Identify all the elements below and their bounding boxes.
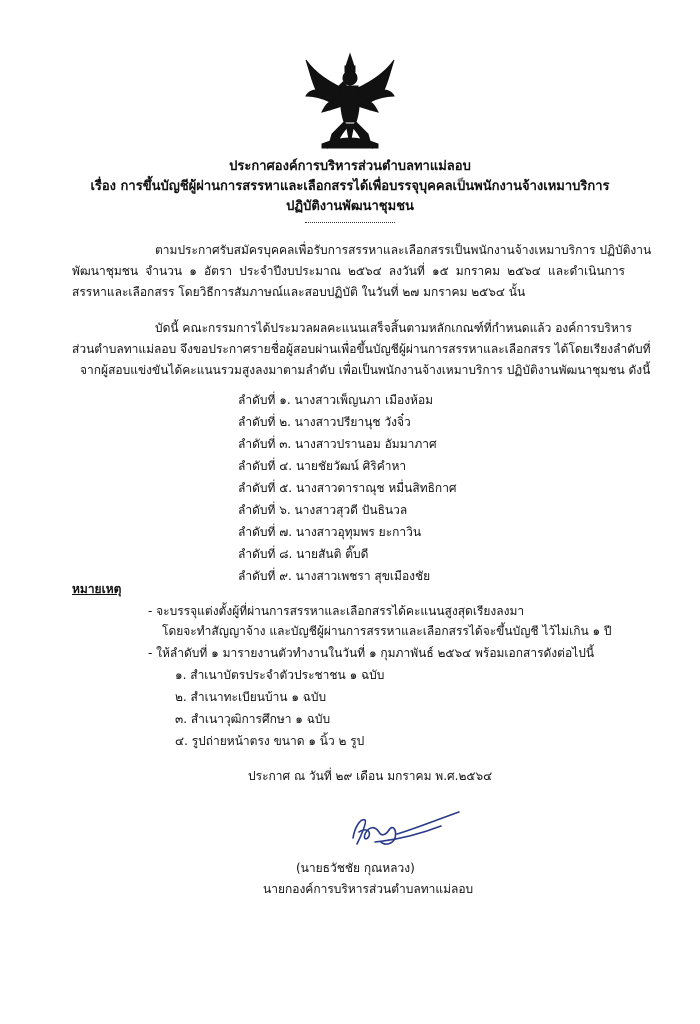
rank-item-2: ลำดับที่ ๒. นางสาวปรียานุช วังจิ๋ว bbox=[238, 415, 411, 429]
announcement-subject-cont: ปฏิบัติงานพัฒนาชุมชน bbox=[286, 199, 414, 214]
note-item-1-cont: โดยจะทำสัญญาจ้าง และบัญชีผู้ผ่านการสรรหาและเลือกสรรได้จะขึ้นบัญชี ไว้ไม่เกิน ๑ ปี bbox=[162, 624, 612, 638]
rank-item-3: ลำดับที่ ๓. นางสาวปรานอม อัมมาภาศ bbox=[238, 437, 437, 451]
note-item-2: - ให้ลำดับที่ ๑ มารายงานตัวทำงานในวันที่ ๑ กุมภาพันธ์ ๒๕๖๔ พร้อมเอกสารดังต่อไปนี้ bbox=[148, 646, 595, 660]
para2-line3: จากผู้สอบแข่งขันได้คะแนนรวมสูงลงมาตามลำดับ เพื่อเป็นพนักงานจ้างเหมาบริการ ปฏิบัติงานพัฒนาชุมชน ดังนี้ bbox=[80, 363, 651, 377]
notes-title: หมายเหตุ bbox=[72, 582, 122, 596]
rank-item-5: ลำดับที่ ๕. นางสาวดาราณุช หมื่นสิทธิกาศ bbox=[238, 481, 457, 495]
signer-position: นายกองค์การบริหารส่วนตำบลทาแม่ลอบ bbox=[263, 882, 474, 896]
announcement-subject: เรื่อง การขึ้นบัญชีผู้ผ่านการสรรหาและเลือกสรรได้เพื่อบรรจุบุคคลเป็นพนักงานจ้างเหมาบริการ bbox=[90, 179, 610, 194]
announce-date: ประกาศ ณ วันที่ ๒๙ เดือน มกราคม พ.ศ.๒๕๖๔ bbox=[248, 769, 493, 783]
para1-line3: สรรหาและเลือกสรร โดยวิธีการสัมภาษณ์และสอบปฏิบัติ ในวันที่ ๒๗ มกราคม ๒๕๖๔ นั้น bbox=[72, 285, 526, 299]
rank-item-4: ลำดับที่ ๔. นายชัยวัฒน์ ศิริคำหา bbox=[238, 459, 407, 473]
rank-item-9: ลำดับที่ ๙. นางสาวเพชรา สุขเมืองชัย bbox=[238, 569, 431, 583]
announcement-title: ประกาศองค์การบริหารส่วนตำบลทาแม่ลอบ bbox=[229, 159, 471, 174]
signer-name: (นายธวัชชัย กุณหลวง) bbox=[296, 861, 415, 875]
divider-dots bbox=[305, 222, 395, 223]
para2-line1: บัดนี้ คณะกรรมการได้ประมวลผลคะแนนเสร็จสิ้นตามหลักเกณฑ์ที่กำหนดแล้ว องค์การบริหาร bbox=[155, 321, 632, 335]
doc-item-2: ๒. สำเนาทะเบียนบ้าน ๑ ฉบับ bbox=[175, 690, 327, 704]
rank-item-8: ลำดับที่ ๘. นายสันติ ติ๊บดี bbox=[238, 547, 369, 561]
rank-item-7: ลำดับที่ ๗. นางสาวอุทุมพร ยะกาวิน bbox=[238, 525, 422, 539]
doc-item-4: ๔. รูปถ่ายหน้าตรง ขนาด ๑ นิ้ว ๒ รูป bbox=[175, 734, 365, 748]
note-item-1: - จะบรรจุแต่งตั้งผู้ที่ผ่านการสรรหาและเลือกสรรได้คะแนนสูงสุดเรียงลงมา bbox=[148, 604, 525, 618]
garuda-emblem-icon bbox=[302, 52, 398, 152]
doc-item-3: ๓. สำเนาวุฒิการศึกษา ๑ ฉบับ bbox=[175, 712, 331, 726]
para1-line1: ตามประกาศรับสมัครบุคคลเพื่อรับการสรรหาและเลือกสรรเป็นพนักงานจ้างเหมาบริการ ปฏิบัติงาน bbox=[155, 243, 652, 257]
signature-icon bbox=[345, 808, 465, 853]
rank-item-1: ลำดับที่ ๑. นางสาวเพ็ญนภา เมืองห้อม bbox=[238, 393, 434, 407]
rank-item-6: ลำดับที่ ๖. นางสาวสุวดี ปันธินวล bbox=[238, 503, 408, 517]
para1-line2: พัฒนาชุมชน จำนวน ๑ อัตรา ประจำปีงบประมาณ ๒๕๖๔ ลงวันที่ ๑๕ มกราคม ๒๕๖๔ และดำเนินการ bbox=[72, 264, 625, 278]
para2-line2: ส่วนตำบลทาแม่ลอบ จึงขอประกาศรายชื่อผู้สอบผ่านเพื่อขึ้นบัญชีผู้ผ่านการสรรหาและเลือกสรร ได้โดยเรียงลำดับที่ bbox=[72, 342, 651, 356]
doc-item-1: ๑. สำเนาบัตรประจำตัวประชาชน ๑ ฉบับ bbox=[175, 668, 385, 682]
